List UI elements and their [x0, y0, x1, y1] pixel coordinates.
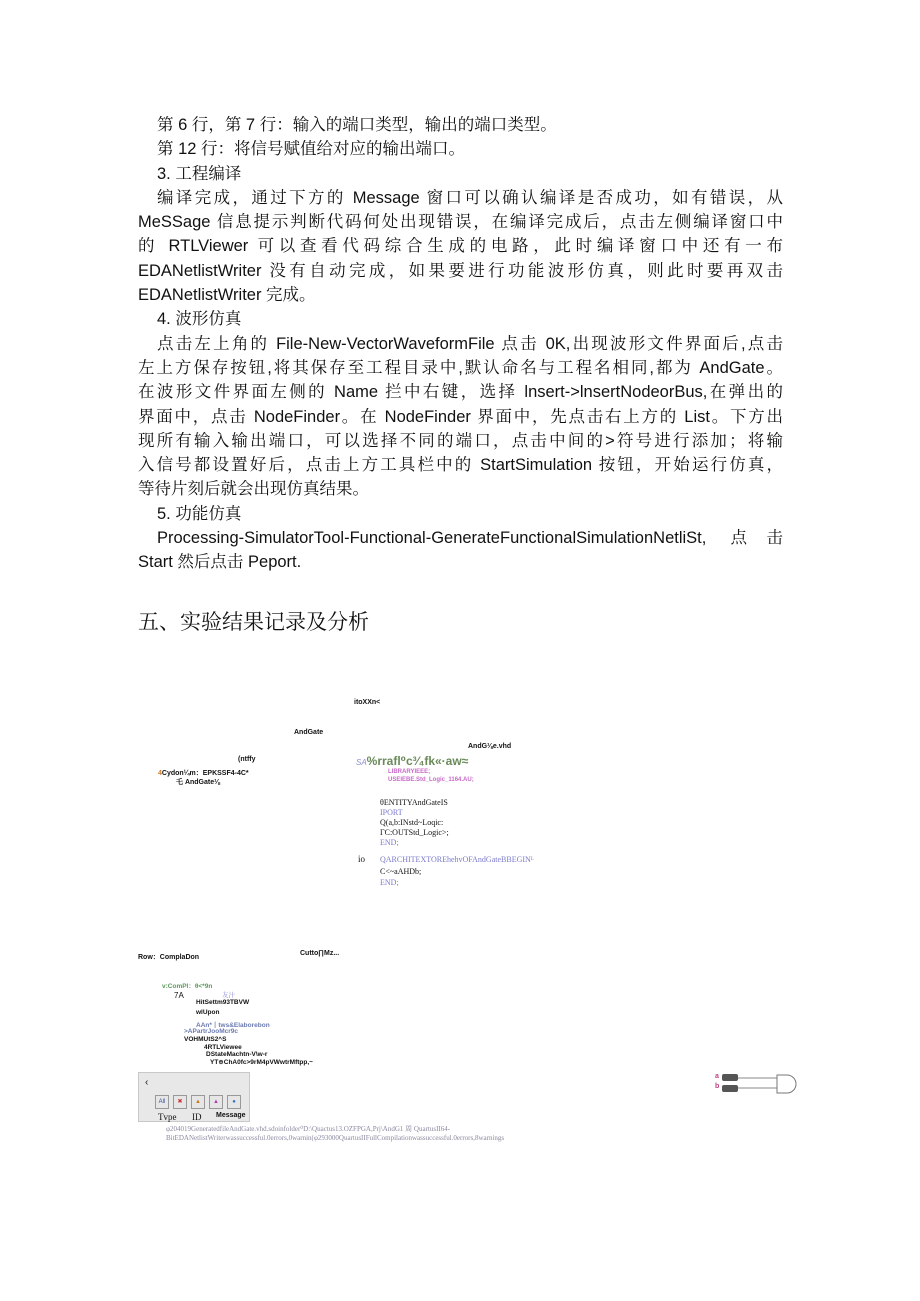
code-line: C<~aAHDb; — [380, 867, 422, 876]
column-type: Tvpe — [158, 1112, 177, 1122]
status-cutto: Cutto∏Mz... — [300, 950, 340, 957]
task-item[interactable]: wlUpon — [196, 1009, 220, 1016]
text-line: 现所有输入输出端口，可以选择不同的端口，点击中间的>符号进行添加；将输 — [138, 431, 783, 450]
message-line: BitEDANetlistWriterwassuccessful.0errors,0warnin(φ293000QuartusIIFullCompilationwassuccessful.0errors,8warnings — [166, 1134, 505, 1142]
paragraph-line12: 第 12 行：将信号赋值给对应的输出端口。 — [157, 140, 466, 159]
code-line: LIBRARYIEEE; — [388, 769, 431, 775]
project-tree-item[interactable]: 乇 AndGate⅛ — [176, 779, 220, 786]
code-line: IPORT — [380, 808, 403, 817]
text-line: EDANetlistWriter 没有自动完成，如果要进行功能波形仿真，则此时要再双击 — [138, 261, 783, 280]
task-note: 友汁 — [222, 992, 235, 999]
heading-functional-sim: 5. 功能仿真 — [157, 504, 242, 523]
text-line: MeSSage 信息提示判断代码何处出现错误，在编译完成后，点击左侧编译窗口中 — [138, 213, 783, 232]
task-item: 7A — [174, 991, 184, 1000]
code-line: END; — [380, 838, 399, 847]
info-filter-icon[interactable]: ● — [227, 1095, 241, 1109]
task-item[interactable]: YT⊕ChA0fc>9rM4pVWwtrMftpp,~ — [210, 1059, 313, 1066]
entity-icon: 乇 — [176, 779, 185, 786]
warning-filter-icon[interactable]: ▲ — [191, 1095, 205, 1109]
task-item[interactable]: DStateMachtn-V\w-r — [206, 1051, 268, 1058]
text-line: 界面中，点击 NodeFinder。在 NodeFinder 界面中，先点击右上方的 List。下方出 — [138, 407, 783, 426]
status-row: Row：ComplaDon — [138, 954, 200, 961]
task-item[interactable]: HitSettm93TBVW — [196, 999, 250, 1006]
line-number: io — [358, 854, 366, 864]
critical-filter-icon[interactable]: ▲ — [209, 1095, 223, 1109]
text-line: 入信号都设置好后，点击上方工具栏中的 StartSimulation 按钮，开始运行仿真， — [138, 456, 783, 475]
task-item[interactable]: >APartrJooMcr9c — [184, 1028, 239, 1035]
gate-input-b: b — [715, 1083, 720, 1090]
scroll-left-icon[interactable]: ‹ — [145, 1077, 149, 1088]
filter-all-button[interactable]: All — [155, 1095, 169, 1109]
code-line: END; — [380, 878, 399, 887]
and-gate-icon — [715, 1073, 805, 1095]
task-item[interactable]: VOHMUtS2^S — [184, 1036, 227, 1043]
code-line: θENTITYAndGateIS — [380, 798, 448, 807]
device-row[interactable]: 4Cydon¼m：EPKSSF4-4C* — [158, 770, 249, 777]
code-toolbar: SA%rrafl⁰c³⁄₄fk«·aw≈ — [356, 754, 469, 768]
error-filter-icon[interactable]: ✖ — [173, 1095, 187, 1109]
code-line: Q(a,b:INstd~Loqic: — [380, 818, 444, 827]
task-compile[interactable]: v:ComPl：θ<*9n — [162, 983, 213, 990]
chip-icon: 4 — [158, 770, 162, 777]
text-line: 在波形文件界面左侧的 Name 拦中右键，选择 lnsert->lnsertNodeorBus,在弹出的 — [138, 383, 783, 402]
text-line: 的 RTLViewer 可以查看代码综合生成的电路，此时编译窗口中还有一布 — [138, 237, 783, 256]
rtl-and-gate — [715, 1073, 805, 1095]
text-line: 左上方保存按钮,将其保存至工程目录中,默认命名与工程名相同,都为 AndGate。 — [138, 358, 783, 377]
code-line: USEIEBE.Std_Logic_1164.AU; — [388, 777, 474, 783]
column-message: Message — [216, 1112, 246, 1119]
screenshot-caption: itoXXn< — [354, 699, 381, 706]
text-line: Start 然后点击 Peport. — [138, 553, 302, 572]
text-line: 编译完成，通过下方的 Message 窗口可以确认编译是否成功，如有错误，从 — [157, 188, 783, 207]
text-line: 等待片刻后就会出现仿真结果。 — [138, 480, 369, 499]
column-id: ID — [192, 1112, 202, 1122]
text-line: EDANetlistWriter 完成。 — [138, 286, 316, 305]
task-rtl-viewer[interactable]: 4RTLViewee — [204, 1044, 242, 1051]
heading-waveform: 4. 波形仿真 — [157, 310, 242, 329]
heading-compile: 3. 工程编译 — [157, 164, 242, 183]
body-text — [138, 113, 783, 575]
project-label: AndGate — [294, 729, 324, 736]
message-line: φ204019GeneratedfileAndGate.vhd.sdoinfolder⁰D:\Quactus13.OZFPGA,Prj\AndG1 周 QuartusII64- — [166, 1125, 451, 1133]
text-line: Processing-SimulatorTool-Functional-GenerateFunctionalSimulationNetliSt, 点击 — [157, 529, 783, 548]
entity-header: (ntffy — [238, 756, 256, 763]
code-line: QARCHITEXTOREhehvOFAndGateBBEGINᴸ — [380, 855, 534, 864]
gate-input-a: a — [715, 1073, 719, 1080]
section-title: 五、实验结果记录及分析 — [138, 610, 369, 634]
paragraph-line6-7: 第 6 行，第 7 行：输入的端口类型，输出的端口类型。 — [157, 116, 557, 134]
code-line: ΓC:OUTStd_Logic>; — [380, 828, 449, 837]
task-item[interactable]: AAn*丨tws&Elaborebon — [196, 1022, 270, 1029]
file-tab[interactable]: AndG⅛e.vhd — [468, 743, 512, 750]
text-line: 点击左上角的 File-New-VectorWaveformFile 点击 0K,出现波形文件界面后,点击 — [157, 334, 783, 353]
